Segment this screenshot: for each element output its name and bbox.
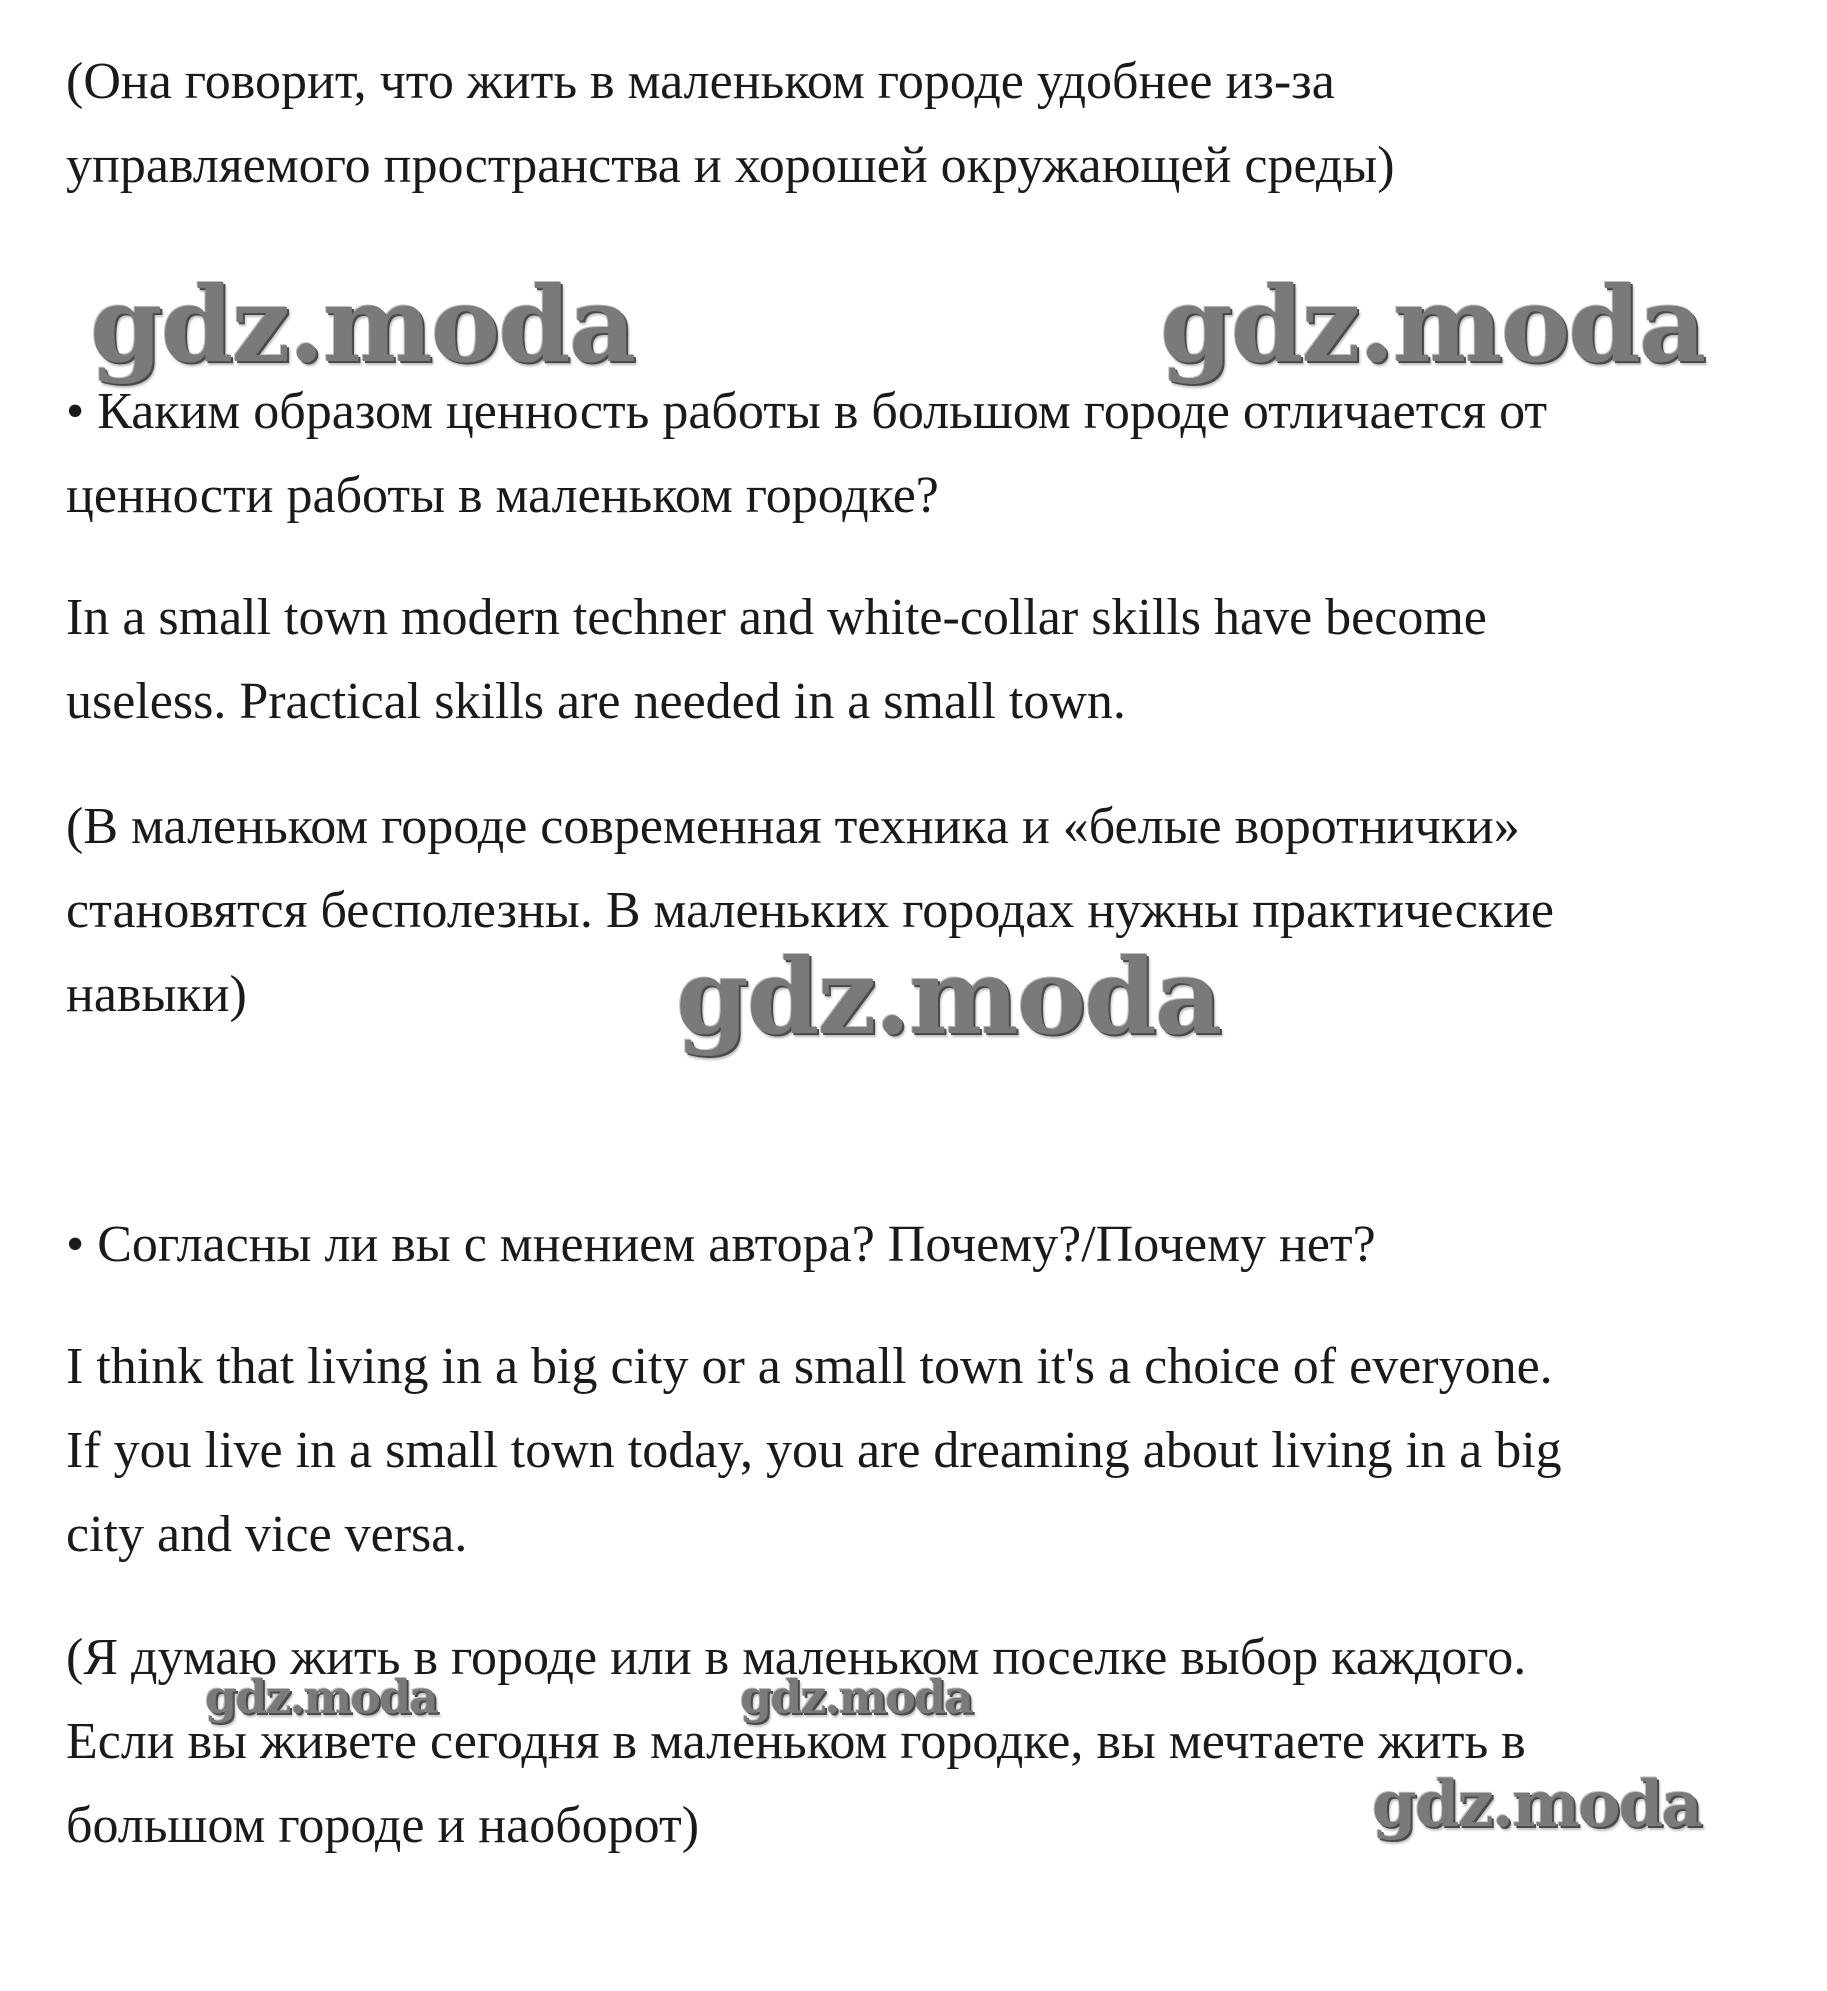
question-1-line-2: ценности работы в маленьком городке?	[66, 467, 939, 524]
answer-2-line-1: I think that living in a big city or a small town it's a choice of everyone.	[66, 1338, 1553, 1395]
watermark-logo: gdz.moda	[1160, 263, 1705, 386]
translation-2-line-1: (Я думаю жить в городе или в маленьком поселке выбор каждого.	[66, 1629, 1527, 1686]
answer-2-line-2: If you live in a small town today, you are dreaming about living in a big	[66, 1422, 1562, 1479]
question-1-line-1: • Каким образом ценность работы в большом городе отличается от	[66, 383, 1548, 440]
watermark-logo: gdz.moda	[90, 263, 635, 386]
translation-1-line-3: навыки)	[66, 966, 247, 1023]
watermark-logo: gdz.moda	[205, 1670, 437, 1724]
watermark-logo: gdz.moda	[740, 1670, 972, 1724]
text-line-1: (Она говорит, что жить в маленьком городе удобнее из-за	[66, 53, 1335, 110]
text-line-2: управляемого пространства и хорошей окружающей среды)	[66, 137, 1395, 194]
translation-2-line-2: Если вы живете сегодня в маленьком городке, вы мечтаете жить в	[66, 1713, 1526, 1770]
answer-2-line-3: city and vice versa.	[66, 1506, 468, 1563]
answer-1-line-1: In a small town modern techner and white-collar skills have become	[66, 589, 1487, 646]
question-2-line-1: • Согласны ли вы с мнением автора? Почему?/Почему нет?	[66, 1216, 1376, 1273]
watermark-logo: gdz.moda	[676, 935, 1221, 1058]
watermark-logo: gdz.moda	[1372, 1767, 1701, 1842]
answer-1-line-2: useless. Practical skills are needed in a small town.	[66, 673, 1126, 730]
translation-1-line-1: (В маленьком городе современная техника и «белые воротнички»	[66, 798, 1520, 855]
translation-1-line-2: становятся бесполезны. В маленьких городах нужны практические	[66, 882, 1554, 939]
translation-2-line-3: большом городе и наоборот)	[66, 1797, 700, 1854]
